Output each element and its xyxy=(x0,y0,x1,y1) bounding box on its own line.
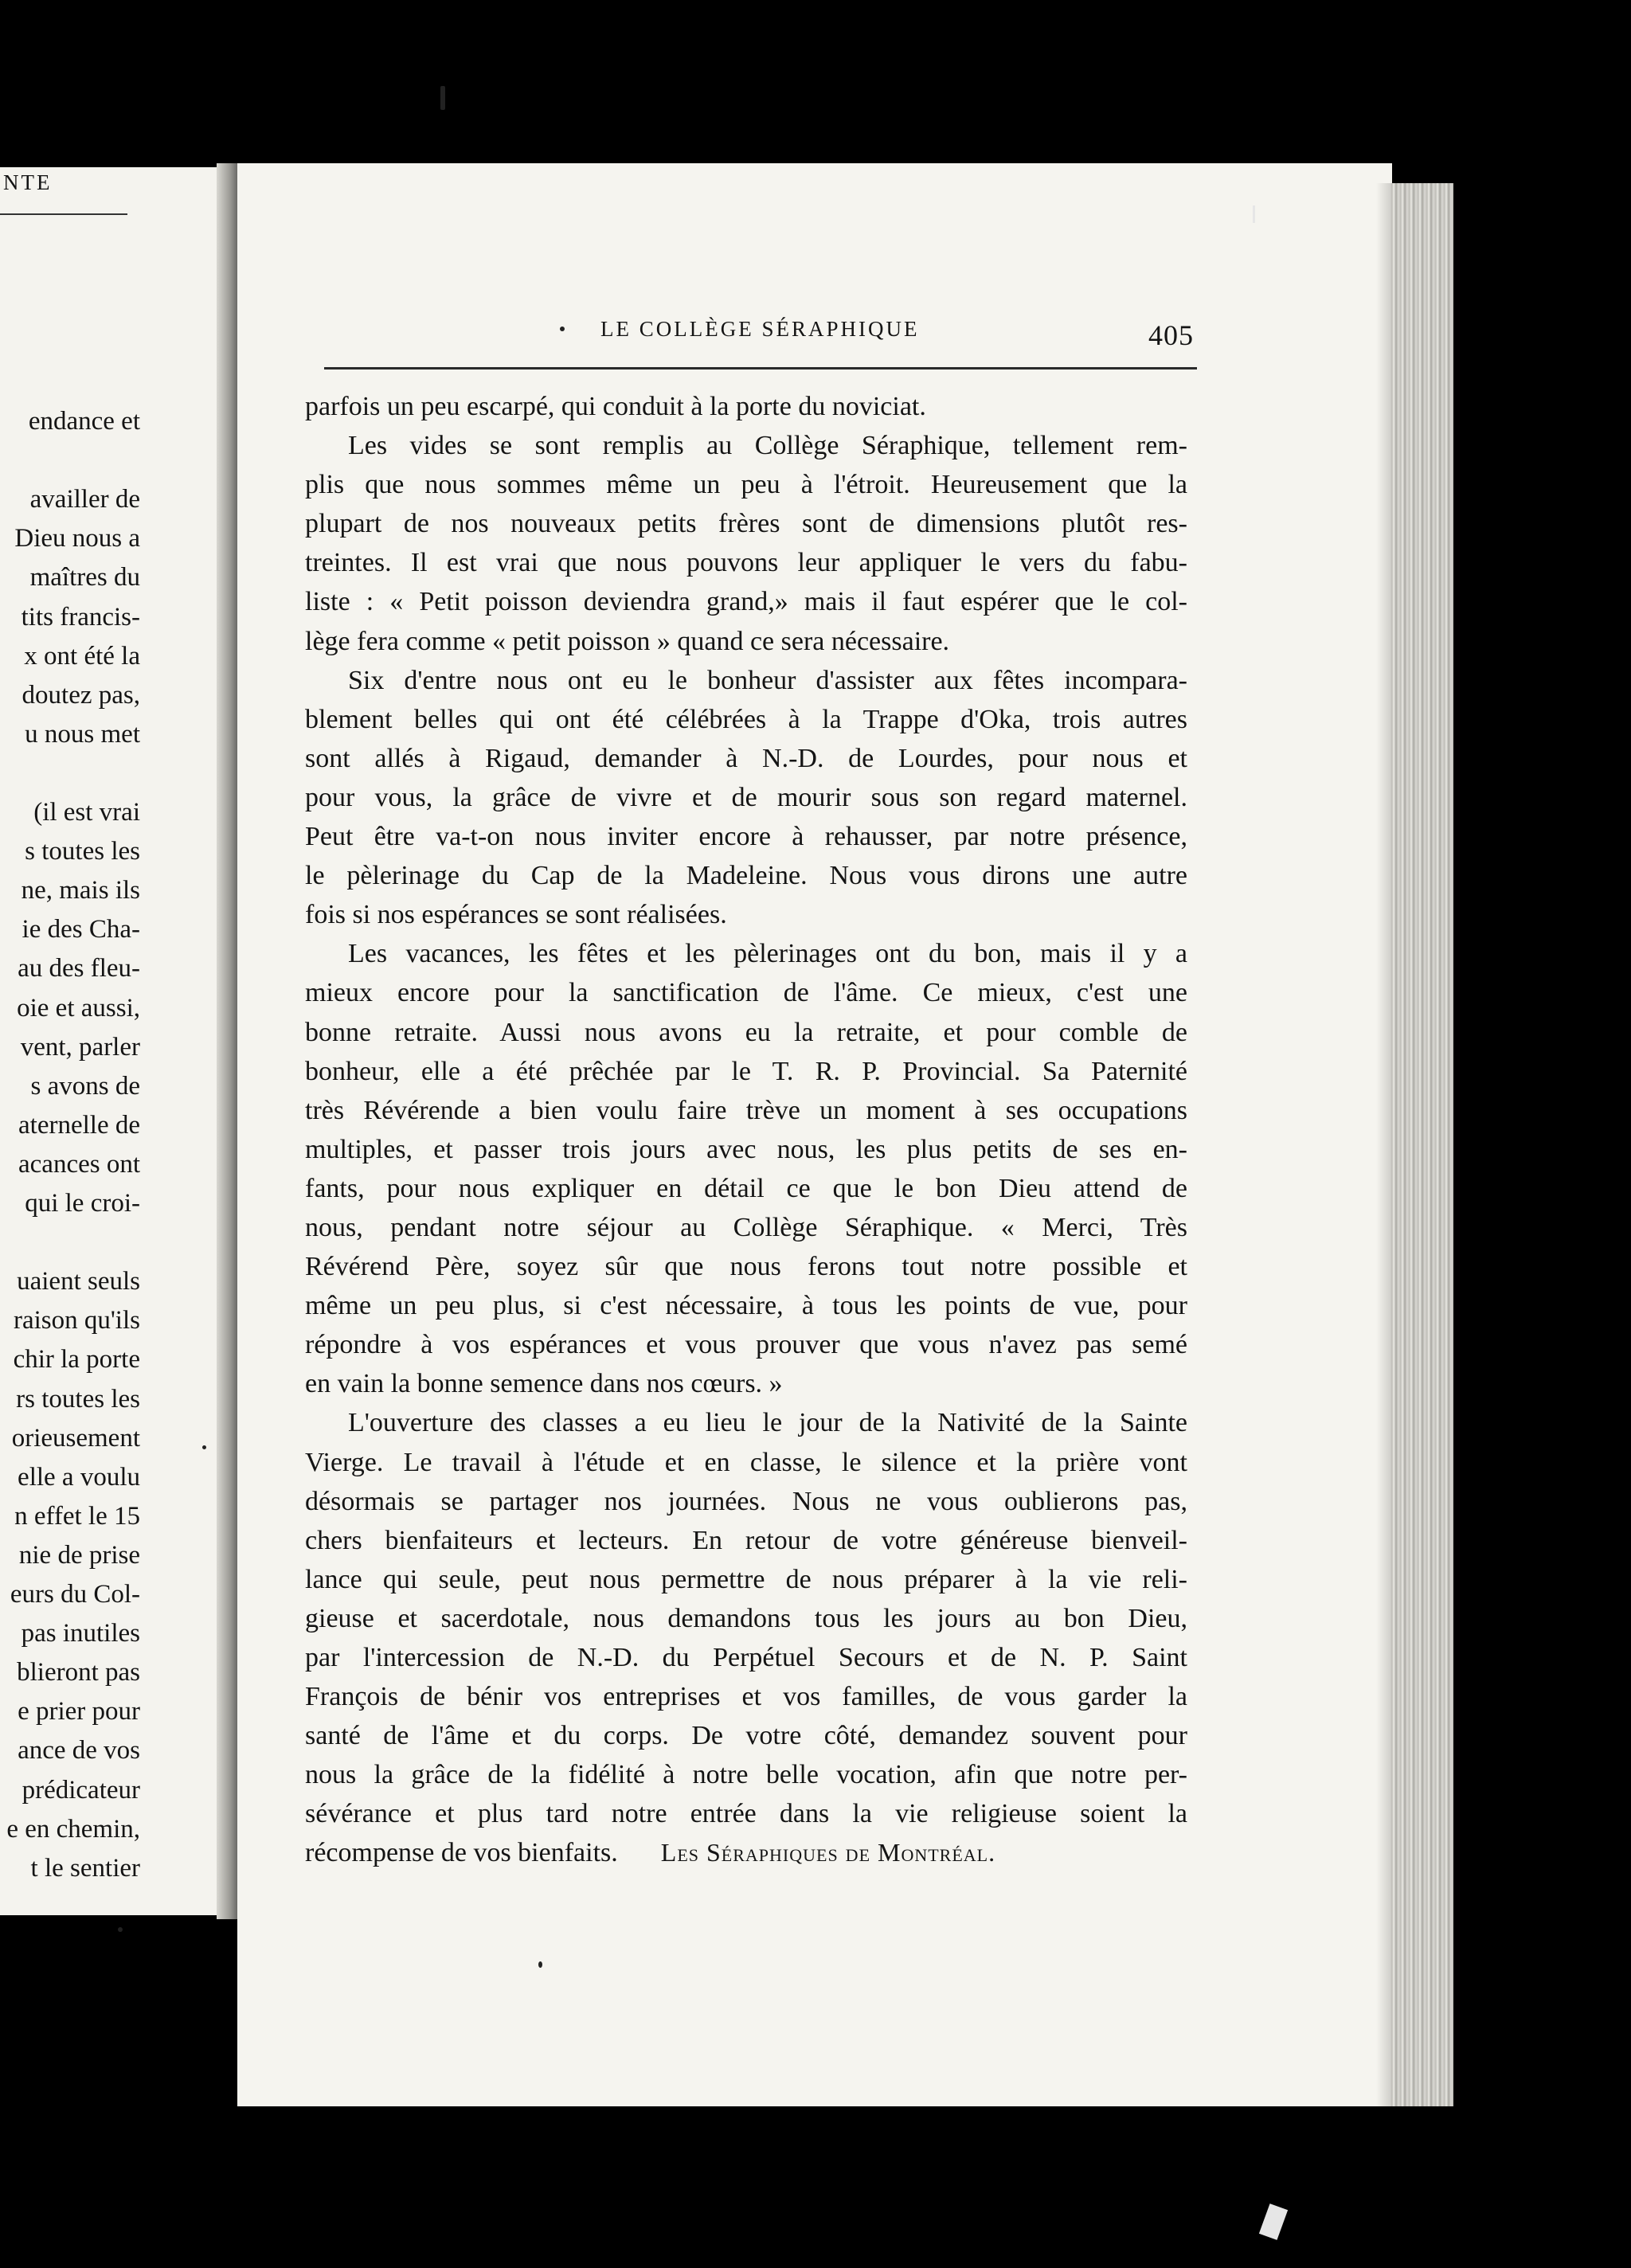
left-text-line: eurs du Col- xyxy=(10,1580,140,1609)
text-line: le pèlerinage du Cap de la Madeleine. Nous vous dirons une autre xyxy=(305,861,1187,891)
text-line: en vain la bonne semence dans nos cœurs. » xyxy=(305,1369,783,1399)
text-line xyxy=(305,1833,1187,1872)
scan-speck xyxy=(538,1961,542,1968)
scan-speck xyxy=(118,1927,123,1932)
left-text-line: qui le croi- xyxy=(25,1189,140,1218)
left-text-line: pas inutiles xyxy=(21,1619,140,1648)
text-line: Révérend Père, soyez sûr que nous ferons tout notre possible et xyxy=(305,1252,1187,1282)
left-text-line: oie et aussi, xyxy=(17,993,140,1023)
left-text-line: prédicateur xyxy=(22,1775,140,1805)
body-text xyxy=(305,387,1187,1873)
text-line-content: récompense de vos bienfaits. xyxy=(305,1838,618,1868)
text-line: treintes. Il est vrai que nous pouvons leur appliquer le vers du fabu- xyxy=(305,548,1187,578)
text-line: multiples, et passer trois jours avec nous, les plus petits de ses en- xyxy=(305,1134,1187,1164)
text-line: L'ouverture des classes a eu lieu le jour de la Nativité de la Sainte xyxy=(348,1408,1187,1438)
text-line: sont allés à Rigaud, demander à N.-D. de Lourdes, pour nous et xyxy=(305,743,1187,773)
left-text-line: ie des Cha- xyxy=(22,915,140,944)
scan-speck xyxy=(202,1445,206,1449)
text-line: Les vacances, les fêtes et les pèlerinages ont du bon, mais il y a xyxy=(348,939,1187,969)
left-header-rule xyxy=(0,213,127,215)
left-text-line: orieusement xyxy=(11,1423,140,1453)
scan-speck xyxy=(560,327,565,331)
text-line: bonne retraite. Aussi nous avons eu la retraite, et pour comble de xyxy=(305,1017,1187,1047)
text-line: blement belles qui ont été célébrées à la Trappe d'Oka, trois autres xyxy=(305,704,1187,734)
left-text-line: t le sentier xyxy=(30,1853,140,1883)
text-line: fants, pour nous expliquer en détail ce que le bon Dieu attend de xyxy=(305,1173,1187,1203)
text-line: Six d'entre nous ont eu le bonheur d'assister aux fêtes incompara- xyxy=(348,665,1187,695)
left-text-line: au des fleu- xyxy=(18,954,140,983)
left-text-line: e en chemin, xyxy=(6,1814,140,1844)
scan-speck xyxy=(1253,205,1255,223)
left-text-line: rs toutes les xyxy=(16,1384,140,1414)
text-line: désormais se partager nos journées. Nous ne vous oublierons pas, xyxy=(305,1486,1187,1516)
left-text-line: Dieu nous a xyxy=(14,524,140,553)
left-text-line: nie de prise xyxy=(18,1540,140,1570)
text-line: fois si nos espérances se sont réalisées. xyxy=(305,900,727,930)
left-text-line: x ont été la xyxy=(24,641,140,671)
text-line: François de bénir vos entreprises et vos familles, de vous garder la xyxy=(305,1682,1187,1712)
left-text-line: chir la porte xyxy=(13,1345,140,1374)
left-text-line: aternelle de xyxy=(18,1110,140,1140)
page-number: 405 xyxy=(1148,319,1194,351)
text-line: très Révérende a bien voulu faire trève un moment à ses occupations xyxy=(305,1095,1187,1125)
text-line: liste : « Petit poisson deviendra grand,» mais il faut espérer que le col- xyxy=(305,587,1187,617)
text-line: Peut être va-t-on nous inviter encore à rehausser, par notre présence, xyxy=(305,822,1187,852)
text-line: nous, pendant notre séjour au Collège Séraphique. « Merci, Très xyxy=(305,1212,1187,1242)
text-line: répondre à vos espérances et vous prouver que vous n'avez pas semé xyxy=(305,1330,1187,1360)
text-line: Vierge. Le travail à l'étude et en classe, le silence et la prière vont xyxy=(305,1447,1187,1477)
text-line: lège fera comme « petit poisson » quand ce sera nécessaire. xyxy=(305,626,950,656)
left-running-head: NTE xyxy=(3,170,53,194)
left-text-line: ne, mais ils xyxy=(21,876,140,905)
left-text-line: uaient seuls xyxy=(17,1267,140,1296)
left-text-line: availler de xyxy=(29,485,140,514)
left-text-line: tits francis- xyxy=(21,602,140,632)
text-line: par l'intercession de N.-D. du Perpétuel Secours et de N. P. Saint xyxy=(305,1643,1187,1672)
left-text-line: raison qu'ils xyxy=(13,1306,140,1335)
text-line: mieux encore pour la sanctification de l'âme. Ce mieux, c'est une xyxy=(305,978,1187,1008)
scan-speck xyxy=(1259,2203,1288,2240)
running-head: LE COLLÈGE SÉRAPHIQUE xyxy=(600,317,920,341)
text-line: lance qui seule, peut nous permettre de nous préparer à la vie reli- xyxy=(305,1564,1187,1594)
left-text-line: blieront pas xyxy=(17,1658,140,1687)
text-line: chers bienfaiteurs et lecteurs. En retour de votre généreuse bienveil- xyxy=(305,1525,1187,1555)
left-text-line: acances ont xyxy=(18,1149,140,1179)
text-line: gieuse et sacerdotale, nous demandons tous les jours au bon Dieu, xyxy=(305,1603,1187,1633)
text-line: parfois un peu escarpé, qui conduit à la porte du noviciat. xyxy=(305,392,926,421)
text-line: même un peu plus, si c'est nécessaire, à tous les points de vue, pour xyxy=(305,1291,1187,1321)
text-line: plupart de nos nouveaux petits frères sont de dimensions plutôt res- xyxy=(305,509,1187,539)
left-text-line: ance de vos xyxy=(18,1736,140,1766)
text-line: sévérance et plus tard notre entrée dans la vie religieuse soient la xyxy=(305,1799,1187,1829)
book-fore-edge xyxy=(1390,183,1453,2106)
left-text-line: s toutes les xyxy=(25,837,140,866)
left-text-line: maîtres du xyxy=(29,563,140,592)
left-text-line: vent, parler xyxy=(20,1032,140,1062)
text-line: plis que nous sommes même un peu à l'étroit. Heureusement que la xyxy=(305,470,1187,500)
text-line: pour vous, la grâce de vivre et de mourir sous son regard maternel. xyxy=(305,782,1187,812)
left-text-line: s avons de xyxy=(30,1071,140,1101)
scan-speck xyxy=(440,86,445,110)
left-text-line: n effet le 15 xyxy=(14,1501,140,1531)
text-line: Les vides se sont remplis au Collège Séraphique, tellement rem- xyxy=(348,431,1187,461)
text-line: nous la grâce de la fidélité à notre belle vocation, afin que notre per- xyxy=(305,1760,1187,1790)
text-line: santé de l'âme et du corps. De votre côté, demandez souvent pour xyxy=(305,1721,1187,1751)
signature: Les Séraphiques de Montréal. xyxy=(660,1838,996,1867)
text-line: bonheur, elle a été prêchée par le T. R. P. Provincial. Sa Paternité xyxy=(305,1056,1187,1086)
left-text-line: (il est vrai xyxy=(33,798,140,827)
left-text-line: endance et xyxy=(28,407,140,436)
left-text-line: e prier pour xyxy=(18,1697,140,1726)
left-text-line: elle a voulu xyxy=(18,1462,140,1492)
left-text-line: u nous met xyxy=(25,719,140,749)
header-rule xyxy=(324,367,1197,370)
left-text-line: doutez pas, xyxy=(22,680,140,710)
